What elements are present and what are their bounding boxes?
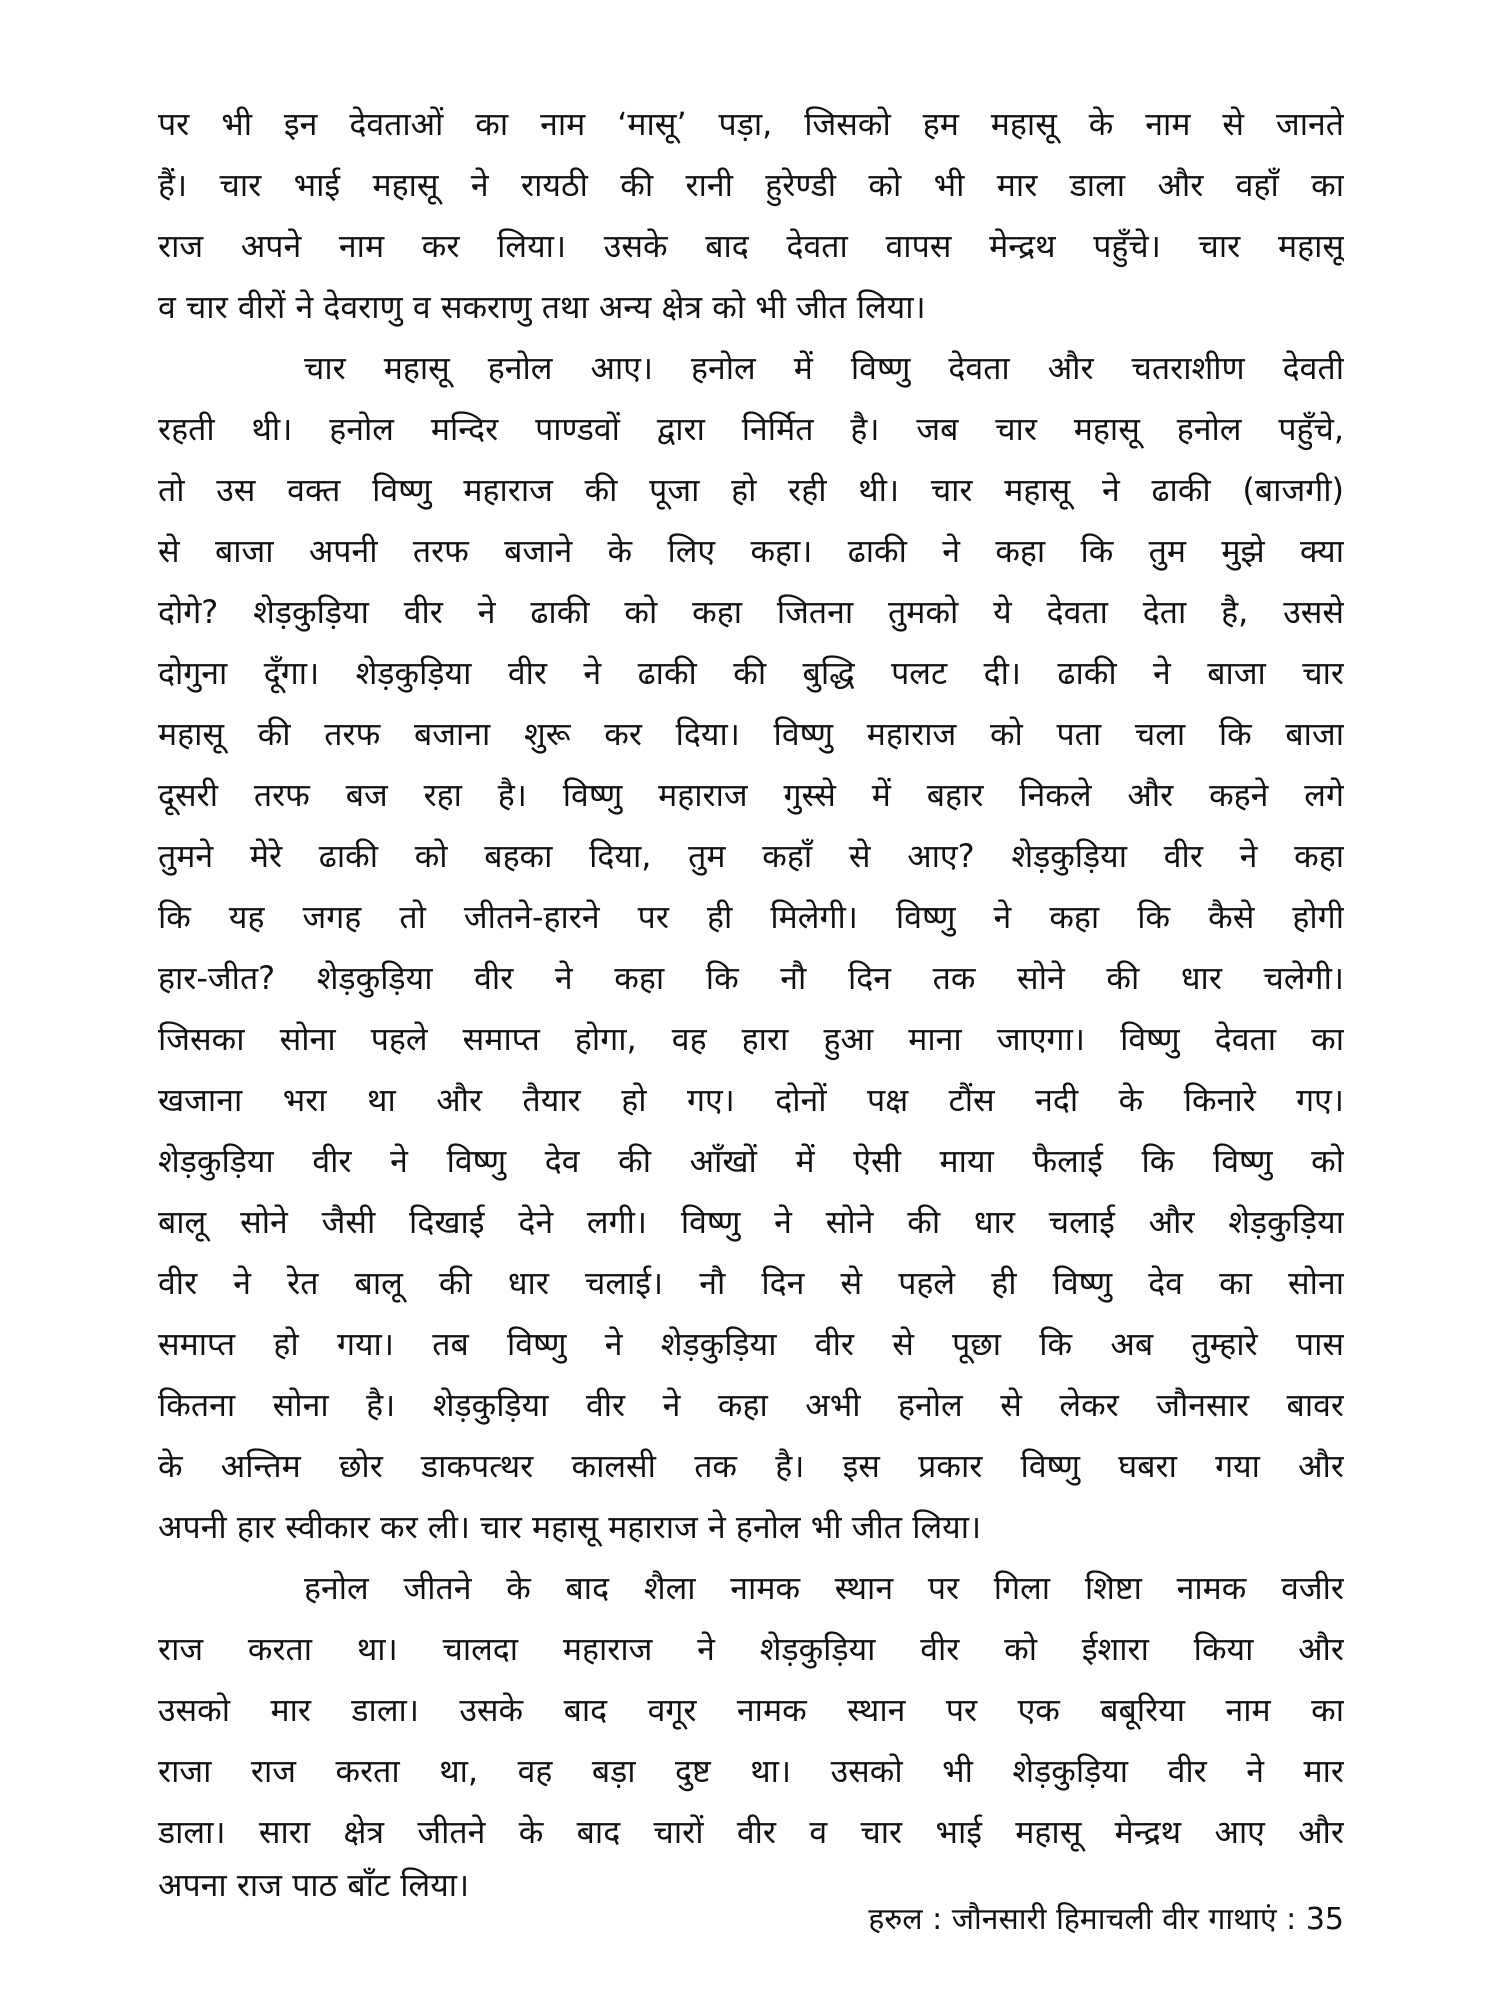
- paragraph-2-line-18: कितना सोना है। शेड़कुड़िया वीर ने कहा अभी हनोल से लेकर जौनसार बावर: [158, 1386, 1344, 1424]
- paragraph-2-line-17: समाप्त हो गया। तब विष्णु ने शेड़कुड़िया वीर से पूछा कि अब तुम्हारे पास: [158, 1325, 1344, 1363]
- paragraph-2-line-19: के अन्तिम छोर डाकपत्थर कालसी तक है। इस प्रकार विष्णु घबरा गया और: [158, 1447, 1344, 1485]
- paragraph-2-line-16: वीर ने रेत बालू की धार चलाई। नौ दिन से पहले ही विष्णु देव का सोना: [158, 1264, 1344, 1302]
- paragraph-2-line-3: तो उस वक्त विष्णु महाराज की पूजा हो रही थी। चार महासू ने ढाकी (बाजगी): [158, 471, 1344, 509]
- paragraph-2-line-13: खजाना भरा था और तैयार हो गए। दोनों पक्ष टौंस नदी के किनारे गए।: [158, 1081, 1344, 1119]
- paragraph-2-line-1: चार महासू हनोल आए। हनोल में विष्णु देवता और चतराशीण देवती: [304, 349, 1344, 387]
- paragraph-2-line-11: हार-जीत? शेड़कुड़िया वीर ने कहा कि नौ दिन तक सोने की धार चलेगी।: [158, 959, 1344, 997]
- paragraph-2-line-6: दोगुना दूँगा। शेड़कुड़िया वीर ने ढाकी की बुद्धि पलट दी। ढाकी ने बाजा चार: [158, 654, 1344, 692]
- paragraph-1-line-4: व चार वीरों ने देवराणु व सकराणु तथा अन्य क्षेत्र को भी जीत लिया।: [158, 288, 926, 326]
- paragraph-2-line-4: से बाजा अपनी तरफ बजाने के लिए कहा। ढाकी ने कहा कि तुम मुझे क्या: [158, 532, 1344, 570]
- paragraph-2-line-8: दूसरी तरफ बज रहा है। विष्णु महाराज गुस्से में बहार निकले और कहने लगे: [158, 776, 1344, 814]
- paragraph-2-line-9: तुमने मेरे ढाकी को बहका दिया, तुम कहाँ से आए? शेड़कुड़िया वीर ने कहा: [158, 837, 1344, 875]
- paragraph-2-line-7: महासू की तरफ बजाना शुरू कर दिया। विष्णु महाराज को पता चला कि बाजा: [158, 715, 1344, 753]
- paragraph-2-line-20: अपनी हार स्वीकार कर ली। चार महासू महाराज ने हनोल भी जीत लिया।: [158, 1508, 982, 1546]
- paragraph-2-line-10: कि यह जगह तो जीतने-हारने पर ही मिलेगी। विष्णु ने कहा कि कैसे होगी: [158, 898, 1344, 936]
- paragraph-3-line-1: हनोल जीतने के बाद शैला नामक स्थान पर गिला शिष्टा नामक वजीर: [304, 1569, 1344, 1607]
- paragraph-1-line-3: राज अपने नाम कर लिया। उसके बाद देवता वापस मेन्द्रथ पहुँचे। चार महासू: [158, 227, 1344, 265]
- paragraph-3-line-6: अपना राज पाठ बाँट लिया।: [158, 1866, 470, 1904]
- page-footer: हरुल : जौनसारी हिमाचली वीर गाथाएं : 35: [868, 1902, 1344, 1937]
- paragraph-2-line-12: जिसका सोना पहले समाप्त होगा, वह हारा हुआ माना जाएगा। विष्णु देवता का: [158, 1020, 1344, 1058]
- paragraph-3-line-2: राज करता था। चालदा महाराज ने शेड़कुड़िया वीर को ईशारा किया और: [158, 1630, 1344, 1668]
- paragraph-1-line-2: हैं। चार भाई महासू ने रायठी की रानी हुरेण्डी को भी मार डाला और वहाँ का: [158, 166, 1344, 204]
- paragraph-3-line-5: डाला। सारा क्षेत्र जीतने के बाद चारों वीर व चार भाई महासू मेन्द्रथ आए और: [158, 1813, 1344, 1851]
- paragraph-2-line-2: रहती थी। हनोल मन्दिर पाण्डवों द्वारा निर्मित है। जब चार महासू हनोल पहुँचे,: [158, 410, 1344, 448]
- paragraph-2-line-5: दोगे? शेड़कुड़िया वीर ने ढाकी को कहा जितना तुमको ये देवता देता है, उससे: [158, 593, 1344, 631]
- paragraph-3-line-4: राजा राज करता था, वह बड़ा दुष्ट था। उसको भी शेड़कुड़िया वीर ने मार: [158, 1752, 1344, 1790]
- paragraph-3-line-3: उसको मार डाला। उसके बाद वगूर नामक स्थान पर एक बबूरिया नाम का: [158, 1691, 1344, 1729]
- paragraph-1-line-1: पर भी इन देवताओं का नाम ‘मासू’ पड़ा, जिसको हम महासू के नाम से जानते: [158, 105, 1344, 143]
- paragraph-2-line-14: शेड़कुड़िया वीर ने विष्णु देव की आँखों में ऐसी माया फैलाई कि विष्णु को: [158, 1142, 1344, 1180]
- paragraph-2-line-15: बालू सोने जैसी दिखाई देने लगी। विष्णु ने सोने की धार चलाई और शेड़कुड़िया: [158, 1203, 1344, 1241]
